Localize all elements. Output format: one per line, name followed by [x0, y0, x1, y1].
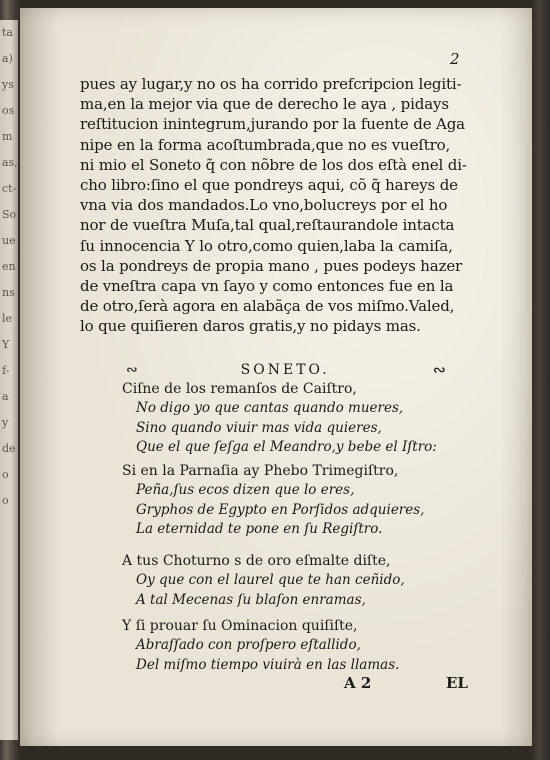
catchword: EL — [446, 674, 468, 692]
prose-line: vna via dos mandados.Lo vno,bolucreys por el ho — [80, 196, 448, 215]
signature-mark: A 2 — [344, 674, 372, 692]
sonnet-heading — [126, 360, 446, 379]
prose-line: ſu innocencia Y lo otro,como quien,laba la camiſa, — [80, 236, 453, 255]
facing-page-fragment: ue — [2, 234, 16, 247]
facing-page-fragment: ys — [2, 78, 14, 91]
prose-line: os la pondreys de propia mano , pues podeys hazer — [80, 256, 463, 275]
prose-line: de vneſtra capa vn ſayo y como entonces fue en la — [80, 277, 454, 296]
book-page — [20, 8, 532, 746]
facing-page-fragment: os — [2, 104, 15, 117]
stanza-tercet-1 — [122, 552, 405, 610]
verse-line: Oy que con el laurel que te han ceñido, — [136, 572, 405, 589]
prose-line: reſtitucion inintegrum,jurando por la fuente de Aga — [80, 115, 465, 134]
verse-line: Abraſſado con proſpero eſtallido, — [136, 637, 361, 654]
sonnet-title: SONETO. — [240, 361, 330, 378]
prose-line: nor de vueſtra Muſa,tal qual,reſtaurandole intacta — [80, 216, 455, 235]
facing-page-fragment: Y — [2, 338, 10, 351]
prose-line: cho libro:ſino el que pondreys aqui, cõ q̃ hareys de — [80, 176, 458, 195]
facing-page-fragment: y — [2, 416, 9, 429]
ornament-right-icon: ∾ — [432, 360, 446, 379]
facing-page-fragment: m — [2, 130, 13, 143]
verse-line: No digo yo que cantas quando mueres, — [136, 400, 404, 417]
stanza-quatrain-1 — [122, 380, 437, 457]
verse-line: Peña,ſus ecos dizen que lo eres, — [136, 482, 355, 499]
prose-line: de otro,ſerà agora en alabãça de vos miſmo.Valed, — [80, 297, 455, 316]
facing-page-fragment: a — [2, 390, 9, 403]
facing-page-fragment: o — [2, 494, 9, 507]
facing-page-fragment: ns — [2, 286, 15, 299]
facing-page-fragment: ct- — [2, 182, 17, 195]
verse-line: Sino quando viuir mas vida quieres, — [136, 419, 382, 436]
verse-line: A tus Choturno s de oro eſmalte diſte, — [122, 553, 391, 569]
facing-page-fragment: So — [2, 208, 17, 221]
facing-page-fragment: de — [2, 442, 16, 455]
verse-line: Si en la Parnaſia ay Phebo Trimegiſtro, — [122, 463, 399, 479]
ornament-left-icon: ∾ — [126, 361, 138, 378]
facing-page-fragment: ta — [2, 26, 13, 39]
facing-page-fragment: le — [2, 312, 13, 325]
verse-line: Gryphos de Egypto en Porſidos adquieres, — [136, 501, 425, 518]
prose-line: nipe en la forma acoſtumbrada,que no es vueſtro, — [80, 135, 451, 154]
verse-line: Ciſne de los remanſos de Caiſtro, — [122, 381, 357, 397]
verse-line: Que el que ſeſga el Meandro,y bebe el Iſtro: — [136, 438, 437, 455]
verse-line: La eternidad te pone en ſu Regiſtro. — [136, 520, 383, 537]
prose-block — [80, 74, 480, 337]
facing-page-edge — [0, 20, 18, 740]
facing-page-fragment: as, — [2, 156, 18, 169]
page-number: 2 — [450, 50, 460, 68]
facing-page-fragment: a) — [2, 52, 13, 65]
facing-page-fragment: en — [2, 260, 16, 273]
facing-page-fragment: f- — [2, 364, 10, 377]
facing-page-margin-text — [0, 20, 18, 514]
prose-line: pues ay lugar,y no os ha corrido prefcripcion legiti- — [80, 75, 462, 93]
prose-line: ma,en la mejor via que de derecho le aya , pidays — [80, 95, 449, 114]
verse-line: Del miſmo tiempo viuirà en las llamas. — [136, 656, 400, 673]
stanza-quatrain-2 — [122, 462, 424, 539]
verse-line: A tal Mecenas ſu blaſon enramas, — [136, 591, 366, 608]
facing-page-fragment: o — [2, 468, 9, 481]
verse-line: Y ſi prouar ſu Ominacion quiſiſte, — [122, 618, 358, 634]
prose-line: ni mio el Soneto q̃ con nõbre de los dos eſtà enel di- — [80, 155, 467, 174]
stanza-tercet-2 — [122, 617, 399, 675]
prose-line: lo que quiſieren daros gratis,y no pidays mas. — [80, 317, 421, 336]
